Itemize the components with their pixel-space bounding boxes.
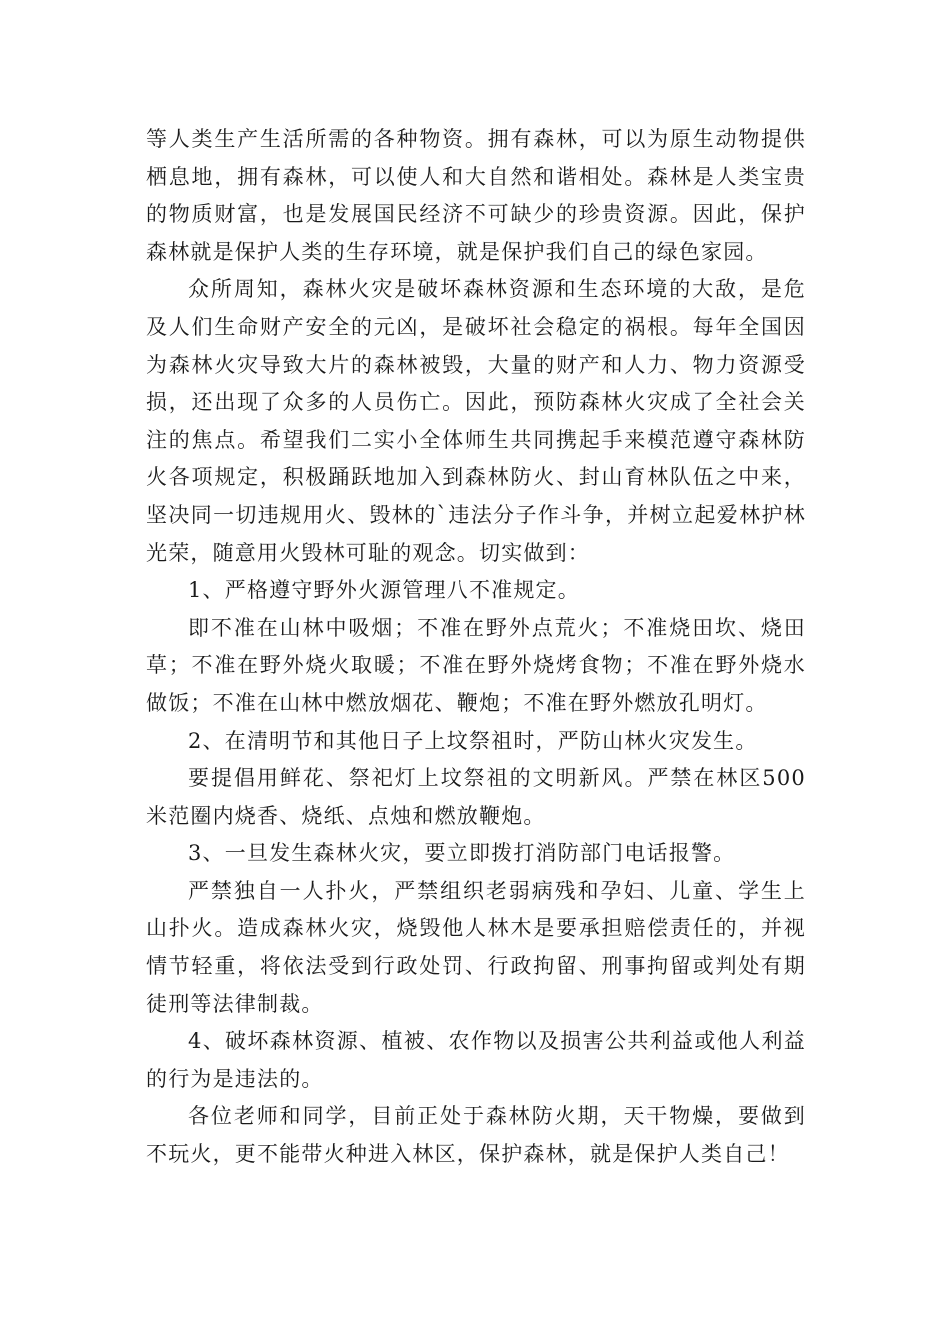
paragraph-forest-value: 等人类生产生活所需的各种物资。拥有森林，可以为原生动物提供栖息地，拥有森林，可以使人和大自然和谐相处。森林是人类宝贵的物质财富，也是发展国民经济不可缺少的珍贵资源。因此，保护森林就是保护人类的生存环境，就是保护我们自己的绿色家园。 [146,127,806,264]
paragraph-fire-danger: 众所周知，森林火灾是破坏森林资源和生态环境的大敌，是危及人们生命财产安全的元凶，是破坏社会稳定的祸根。每年全国因为森林火灾导致大片的森林被毁，大量的财产和人力、物力资源受损，还出现了众多的人员伤亡。因此，预防森林火灾成了全社会关注的焦点。希望我们二实小全体师生共同携起手来模范遵守森林防火各项规定，积极踊跃地加入到森林防火、封山育林队伍之中来，坚决同一切违规用火、毁林的`违法分子作斗争，并树立起爱林护林光荣，随意用火毁林可耻的观念。切实做到： [146,277,806,565]
rule-3-heading: 3、一旦发生森林火灾，要立即拨打消防部门电话报警。 [188,841,736,866]
rule-2-heading: 2、在清明节和其他日子上坟祭祖时，严防山林火灾发生。 [188,728,758,753]
rule-2-detail: 要提倡用鲜花、祭祀灯上坟祭祖的文明新风。严禁在林区500米范圈内烧香、烧纸、点烛和燃放鞭炮。 [146,766,806,828]
rule-1-detail: 即不准在山林中吸烟；不准在野外点荒火；不准烧田坎、烧田草；不准在野外烧火取暖；不准在野外烧烤食物；不准在野外烧水做饭；不准在山林中燃放烟花、鞭炮；不准在野外燃放孔明灯。 [146,615,806,715]
rule-4-heading: 4、破坏森林资源、植被、农作物以及损害公共利益或他人利益的行为是违法的。 [146,1029,806,1091]
rule-1-heading: 1、严格遵守野外火源管理八不准规定。 [188,578,580,603]
rule-3-detail: 严禁独自一人扑火，严禁组织老弱病残和孕妇、儿童、学生上山扑火。造成森林火灾，烧毁他人林木是要承担赔偿责任的，并视情节轻重，将依法受到行政处罚、行政拘留、刑事拘留或判处有期徒刑等法律制裁。 [146,878,806,1016]
document-page [146,121,806,1174]
paragraph-closing: 各位老师和同学，目前正处于森林防火期，天干物燥，要做到不玩火，更不能带火种进入林区，保护森林，就是保护人类自己！ [146,1104,806,1167]
